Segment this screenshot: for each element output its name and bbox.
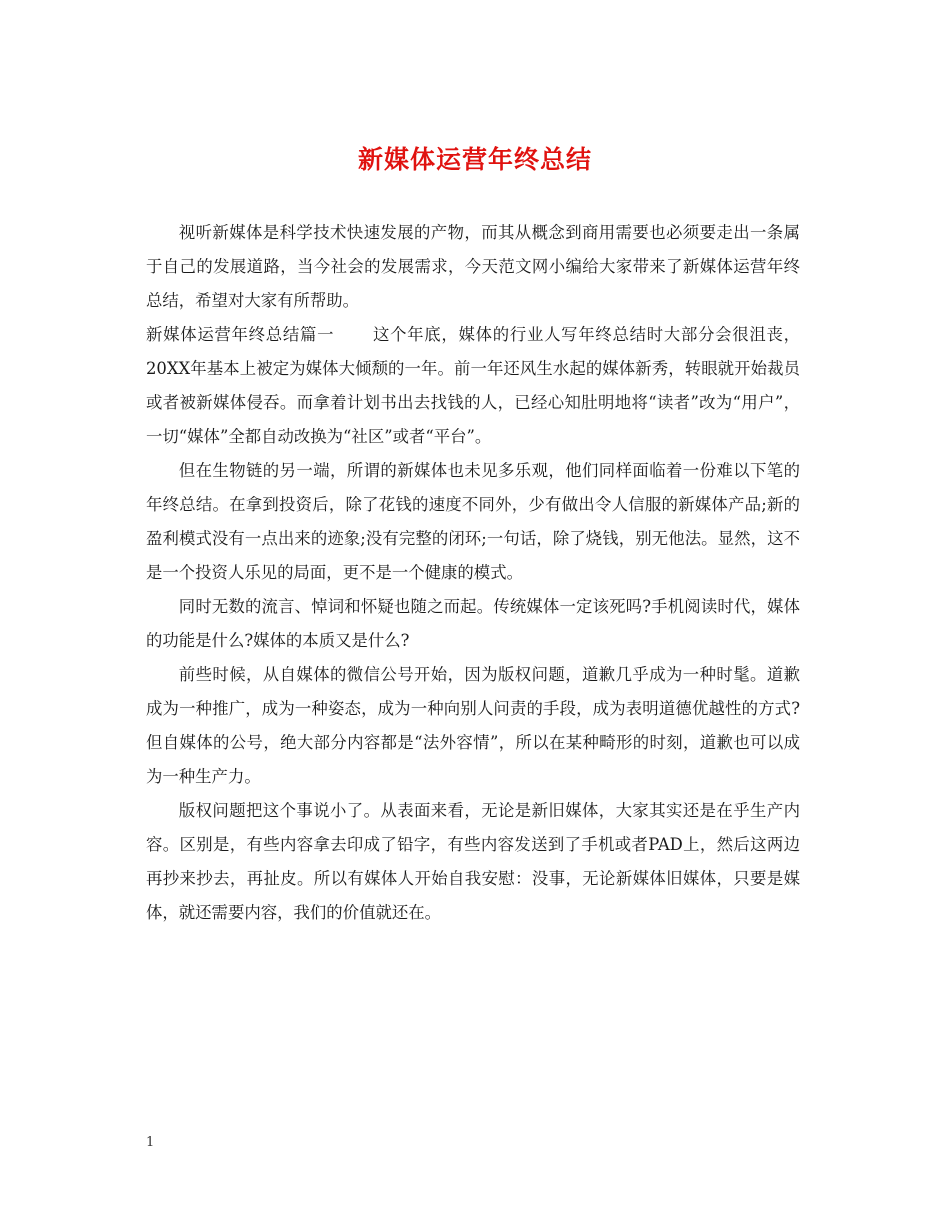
body-paragraph: 版权问题把这个事说小了。从表面来看，无论是新旧媒体，大家其实还是在乎生产内容。区别是，有些内容拿去印成了铅字，有些内容发送到了手机或者PAD上，然后这两边再抄来抄去，再扯皮。所以有媒体人开始自我安慰：没事，无论新媒体旧媒体，只要是媒体，就还需要内容，我们的价值就还在。 (146, 801, 800, 922)
body-paragraph: 前些时候，从自媒体的微信公号开始，因为版权问题，道歉几乎成为一种时髦。道歉成为一种推广，成为一种姿态，成为一种向别人问责的手段，成为表明道德优越性的方式?但自媒体的公号，绝大部分内容都是“法外容情”，所以在某种畸形的时刻，道歉也可以成为一种生产力。 (146, 665, 800, 786)
section-first-text: 这个年底，媒体的行业人写年终总结时大部分会很沮丧，20XX年基本上被定为媒体大倾颓的一年。前一年还风生水起的媒体新秀，转眼就开始裁员或者被新媒体侵吞。而拿着计划书出去找钱的人，已经心知肚明地将“读者”改为“用户”，一切“媒体”全都自动改换为“社区”或者“平台”。 (146, 325, 801, 446)
section-heading: 新媒体运营年终总结篇一 (146, 325, 335, 344)
document-body (146, 216, 800, 930)
page-title: 新媒体运营年终总结 (357, 145, 592, 174)
body-paragraph: 但在生物链的另一端，所谓的新媒体也未见多乐观，他们同样面临着一份难以下笔的年终总结。在拿到投资后，除了花钱的速度不同外，少有做出令人信服的新媒体产品;新的盈利模式没有一点出来的迹象;没有完整的闭环;一句话，除了烧钱，别无他法。显然，这不是一个投资人乐见的局面，更不是一个健康的模式。 (146, 461, 800, 582)
intro-paragraph: 视听新媒体是科学技术快速发展的产物，而其从概念到商用需要也必须要走出一条属于自己的发展道路，当今社会的发展需求，今天范文网小编给大家带来了新媒体运营年终总结，希望对大家有所帮助。 (146, 223, 800, 310)
page-number: 1 (146, 1135, 155, 1150)
body-paragraph: 同时无数的流言、悼词和怀疑也随之而起。传统媒体一定该死吗?手机阅读时代，媒体的功能是什么?媒体的本质又是什么? (146, 597, 800, 650)
section-paragraph (146, 318, 800, 454)
